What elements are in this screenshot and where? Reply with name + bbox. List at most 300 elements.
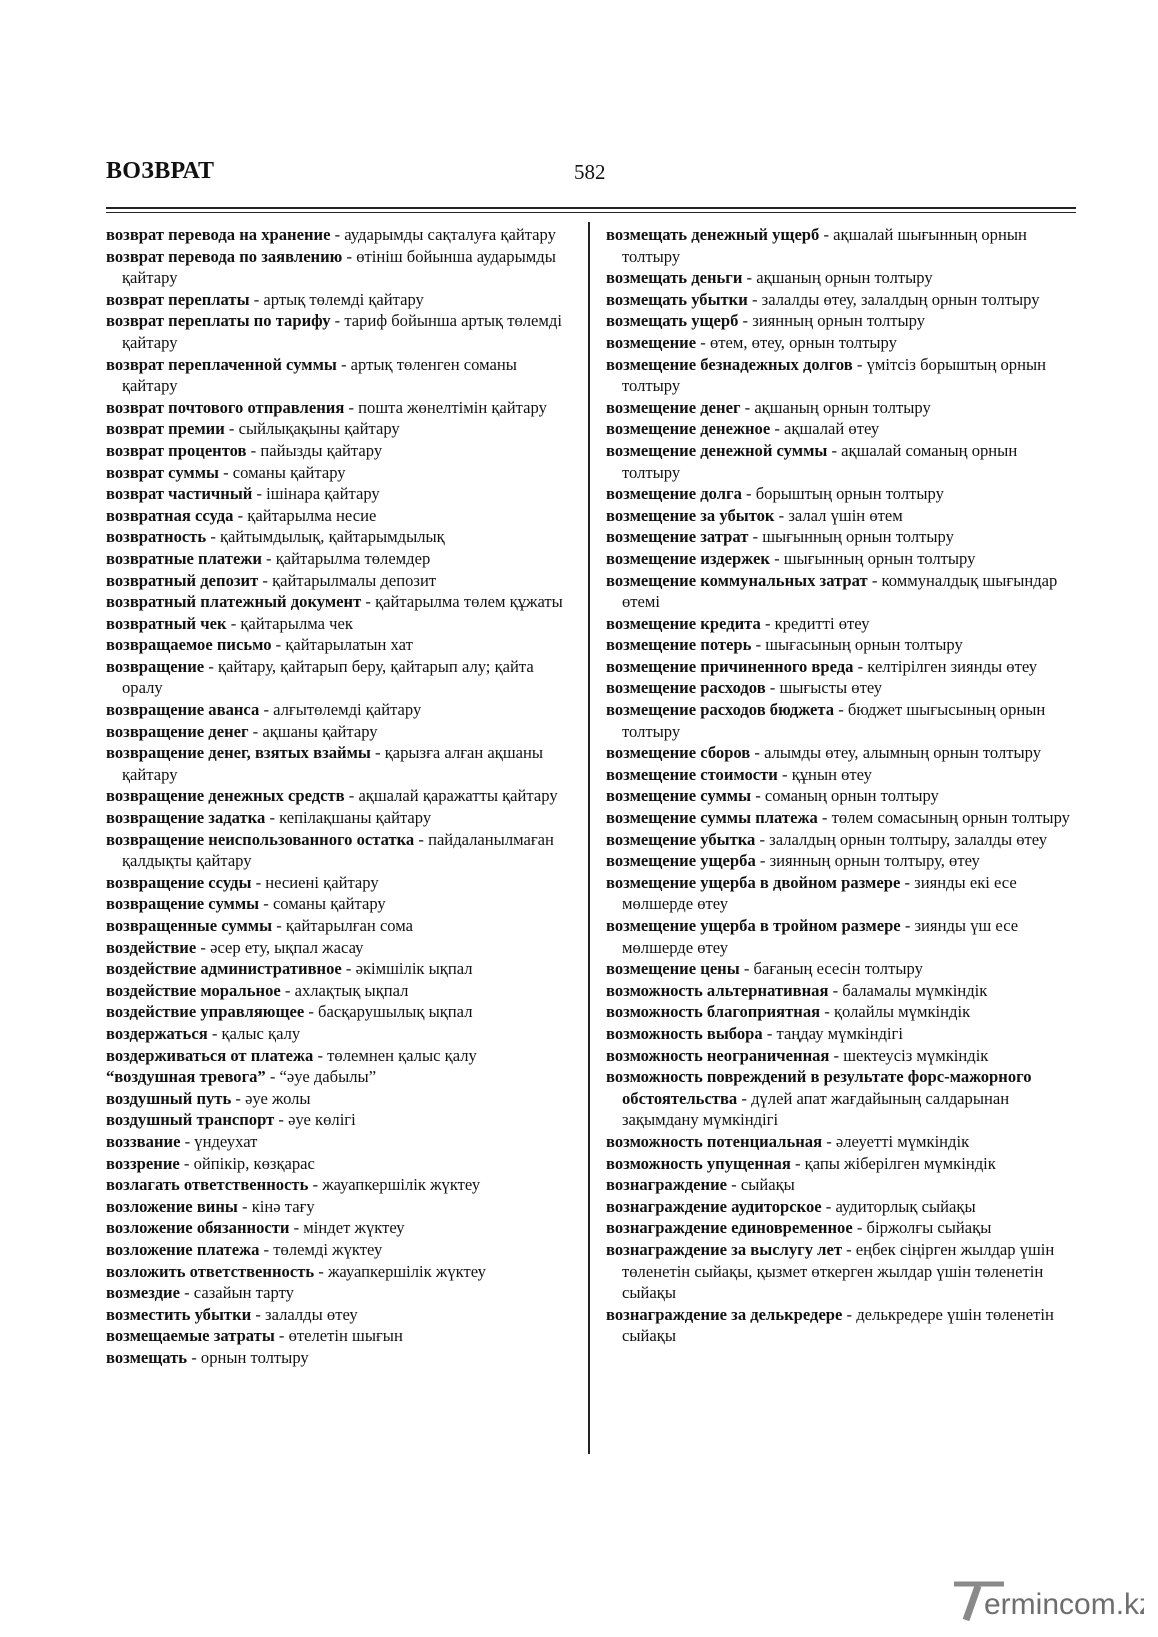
entry-term: возвращение денег: [106, 721, 249, 741]
entry-term: возврат процентов: [106, 440, 247, 460]
entry-term: воздействие административное: [106, 959, 342, 979]
entry-term: возвращение задатка: [106, 808, 266, 828]
entry-term: возмещение безнадежных долгов: [606, 354, 853, 374]
entry-separator: -: [206, 527, 220, 547]
entry-term: возможность выбора: [606, 1023, 763, 1043]
dictionary-entry: [106, 570, 571, 592]
entry-definition: басқарушылық ықпал: [318, 1002, 473, 1022]
entry-term: возмещение убытка: [606, 829, 756, 849]
entry-definition: зиянның орнын толтыру, өтеу: [769, 851, 980, 871]
entry-separator: -: [852, 1218, 867, 1238]
entry-separator: -: [842, 1304, 857, 1324]
entry-definition: ақшаны қайтару: [262, 721, 378, 741]
entry-separator: -: [252, 484, 267, 504]
entry-definition: әуе жолы: [245, 1088, 311, 1108]
entry-term: возмещение причиненного вреда: [606, 656, 854, 676]
entry-term: возлагать ответственность: [106, 1175, 309, 1195]
entry-separator: -: [261, 548, 276, 568]
entry-definition: кредитті өтеу: [774, 613, 870, 633]
entry-definition: ақшаның орнын толтыру: [754, 397, 931, 417]
dictionary-entry: [106, 224, 571, 246]
entry-definition: ақшалай шығынның орнын толтыру: [622, 225, 1027, 266]
dictionary-entry: [606, 980, 1076, 1002]
dictionary-entry: [106, 418, 571, 440]
entry-definition: тариф бойынша артық төлемді қайтару: [122, 311, 562, 352]
entry-term: воздерживаться от платежа: [106, 1045, 314, 1065]
dictionary-entry: [606, 1131, 1076, 1153]
dictionary-entry: [606, 1023, 1076, 1045]
dictionary-entry: [606, 526, 1076, 548]
svg-text:ermincom.kz: ermincom.kz: [984, 1588, 1144, 1621]
dictionary-entry: [606, 850, 1076, 872]
dictionary-entry: [106, 1001, 571, 1023]
entry-definition: төлем сомасының орнын толтыру: [831, 808, 1070, 828]
entry-separator: -: [755, 829, 770, 849]
entry-definition: қайтарылма төлемдер: [275, 548, 431, 568]
dictionary-entry: [606, 785, 1076, 807]
entry-definition: өтем, өтеу, орнын толтыру: [709, 332, 897, 352]
entry-term: воздержаться: [106, 1023, 208, 1043]
entry-term: вознаграждение: [606, 1175, 728, 1195]
entry-separator: -: [790, 1153, 805, 1173]
right-column: [606, 224, 1076, 1347]
entry-separator: -: [821, 1196, 836, 1216]
entry-separator: -: [196, 937, 211, 957]
entry-definition: делькредере үшін төленетін сыйақы: [622, 1304, 1054, 1346]
dictionary-entry: [106, 1347, 571, 1369]
entry-definition: сыйлықақыны қайтару: [238, 419, 400, 439]
dictionary-entry: [606, 742, 1076, 764]
dictionary-entry: [606, 915, 1076, 958]
dictionary-entry: [606, 397, 1076, 419]
entry-term: возмещение кредита: [606, 613, 761, 633]
dictionary-entry: [106, 634, 571, 656]
entry-separator: -: [867, 570, 882, 590]
entry-separator: -: [414, 829, 429, 849]
dictionary-entry: [106, 354, 571, 397]
entry-definition: залалдың орнын толтыру, залалды өтеу: [769, 829, 1048, 849]
entry-separator: -: [742, 268, 757, 288]
entry-definition: пошта жөнелтімін қайтару: [358, 397, 547, 417]
entry-definition: қайтарылатын хат: [285, 635, 413, 655]
entry-definition: зиянның орнын толтыру: [752, 311, 926, 331]
dictionary-entry: [106, 699, 571, 721]
entry-definition: құнын өтеу: [791, 764, 872, 784]
entry-definition: шектеусіз мүмкіндік: [843, 1045, 989, 1065]
entry-definition: зиянды үш есе мөлшерде өтеу: [622, 916, 1019, 957]
entry-definition: ақшаның орнын толтыру: [756, 268, 933, 288]
entry-term: воздействие моральное: [106, 980, 281, 1000]
entry-separator: -: [341, 959, 356, 979]
entry-term: возмещать денежный ущерб: [606, 225, 820, 244]
entry-separator: -: [750, 743, 765, 763]
entry-term: возможность потенциальная: [606, 1131, 823, 1151]
dictionary-entry: [106, 1196, 571, 1218]
entry-term: возмещение сборов: [606, 743, 751, 763]
entry-term: возмещение стоимости: [606, 764, 778, 784]
entry-term: возложение платежа: [106, 1239, 260, 1259]
dictionary-entry: [606, 548, 1076, 570]
entry-separator: -: [770, 419, 785, 439]
entry-definition: қайтару, қайтарып беру, қайтарып алу; қайта оралу: [122, 656, 534, 698]
dictionary-entry: [106, 980, 571, 1002]
entry-term: воззрение: [106, 1153, 180, 1173]
dictionary-entry: [106, 483, 571, 505]
dictionary-entry: [606, 483, 1076, 505]
entry-definition: міндет жүктеу: [303, 1218, 405, 1238]
entry-term: возмещать ущерб: [606, 311, 739, 331]
dictionary-entry: [606, 1217, 1076, 1239]
entry-separator: -: [777, 764, 792, 784]
entry-term: возвратный платежный документ: [106, 592, 362, 612]
dictionary-entry: [106, 872, 571, 894]
entry-term: возврат почтового отправления: [106, 397, 345, 417]
dictionary-entry: [106, 915, 571, 937]
entry-definition: кепілақшаны қайтару: [279, 808, 432, 828]
entry-definition: қайтарылған сома: [285, 916, 414, 935]
entry-definition: келтірілген зиянды өтеу: [867, 656, 1038, 676]
entry-term: возможность альтернативная: [606, 980, 829, 1000]
entry-definition: жауапкершілік жүктеу: [327, 1261, 486, 1281]
entry-term: возложение обязанности: [106, 1218, 290, 1238]
dictionary-entry: [106, 829, 571, 872]
entry-separator: -: [819, 225, 834, 244]
entry-separator: -: [204, 656, 218, 676]
entry-term: возмещение ущерба в тройном размере: [606, 916, 901, 935]
entry-term: возвращение денежных средств: [106, 786, 345, 806]
entry-definition: еңбек сіңірген жылдар үшін төленетін сыйақы, қызмет өткерген жылдар үшін төленетін сыйақы: [622, 1239, 1055, 1303]
entry-term: возвращенные суммы: [106, 916, 273, 935]
dictionary-entry: [106, 958, 571, 980]
entry-definition: әсер ету, ықпал жасау: [210, 937, 364, 957]
dictionary-entry: [606, 1239, 1076, 1304]
entry-definition: қайтарылма төлем құжаты: [375, 592, 563, 612]
entry-separator: -: [308, 1175, 323, 1195]
entry-separator: -: [246, 440, 261, 460]
entry-term: возврат переплаты по тарифу: [106, 311, 331, 331]
dictionary-entry: [606, 332, 1076, 354]
entry-separator: -: [820, 1002, 834, 1022]
dictionary-entry: [606, 1196, 1076, 1218]
entry-definition: пайдаланылмаған қалдықты қайтару: [122, 829, 554, 871]
entry-separator: -: [314, 1261, 328, 1281]
dictionary-entry: [106, 505, 571, 527]
entry-separator: -: [218, 462, 233, 482]
entry-definition: қайтымдылық, қайтарымдылық: [220, 527, 445, 547]
entry-definition: үмітсіз борыштың орнын толтыру: [622, 354, 1046, 396]
entry-separator: -: [762, 1023, 777, 1043]
dictionary-entry: [106, 526, 571, 548]
entry-term: возврат частичный: [106, 484, 253, 504]
entry-separator: -: [233, 505, 248, 525]
entry-definition: өтелетін шығын: [288, 1326, 403, 1346]
entry-separator: -: [271, 635, 286, 655]
entry-separator: -: [265, 808, 280, 828]
entry-separator: -: [370, 743, 385, 763]
entry-definition: әкімшілік ықпал: [355, 959, 473, 979]
entry-definition: қолайлы мүмкіндік: [833, 1002, 971, 1022]
entry-term: вознаграждение за выслугу лет: [606, 1239, 842, 1259]
dictionary-entry: [606, 1153, 1076, 1175]
entry-term: вознаграждение за делькредере: [606, 1304, 843, 1324]
dictionary-entry: [106, 1239, 571, 1261]
entry-definition: алғытөлемді қайтару: [273, 700, 422, 720]
dictionary-entry: [106, 397, 571, 419]
entry-definition: біржолғы сыйақы: [866, 1218, 992, 1238]
entry-separator: -: [741, 484, 756, 504]
entry-separator: -: [751, 635, 766, 655]
entry-definition: сыйақы: [740, 1175, 795, 1195]
entry-term: возмещение суммы: [606, 786, 752, 806]
dictionary-entry: [606, 656, 1076, 678]
entry-definition: шығысты өтеу: [779, 678, 883, 698]
entry-term: возмещение потерь: [606, 635, 752, 655]
entry-term: возврат переплаченной суммы: [106, 354, 337, 374]
entry-definition: алымды өтеу, алымның орнын толтыру: [764, 743, 1042, 763]
entry-separator: -: [853, 656, 868, 676]
dictionary-entry: [606, 958, 1076, 980]
dictionary-entry: [606, 418, 1076, 440]
entry-separator: -: [251, 872, 266, 892]
dictionary-entry: [106, 246, 571, 289]
dictionary-entry: [106, 937, 571, 959]
dictionary-entry: [606, 1174, 1076, 1196]
dictionary-entry: [106, 1174, 571, 1196]
entry-term: воздействие управляющее: [106, 1002, 305, 1022]
dictionary-entry: [606, 289, 1076, 311]
dictionary-entry: [106, 1325, 571, 1347]
entry-definition: несиені қайтару: [265, 872, 379, 892]
entry-separator: -: [361, 592, 376, 612]
entry-term: возмещение затрат: [606, 527, 749, 547]
entry-definition: пайызды қайтару: [260, 440, 383, 460]
dictionary-entry: [606, 872, 1076, 915]
dictionary-entry: [106, 289, 571, 311]
entry-term: возможность неограниченная: [606, 1045, 830, 1065]
entry-separator: -: [289, 1218, 304, 1238]
entry-definition: “әуе дабылы”: [279, 1067, 377, 1087]
entry-separator: -: [737, 1088, 752, 1108]
entry-separator: -: [207, 1023, 222, 1043]
dictionary-entry: [106, 742, 571, 785]
entry-separator: -: [828, 980, 843, 1000]
entry-separator: -: [344, 397, 359, 417]
entry-separator: -: [265, 1067, 280, 1087]
entry-term: возможность благоприятная: [606, 1002, 821, 1022]
entry-definition: шығасының орнын толтыру: [765, 635, 963, 655]
dictionary-entry: [106, 1217, 571, 1239]
entry-term: возвращаемое письмо: [106, 635, 272, 655]
dictionary-entry: [606, 1304, 1076, 1347]
entry-definition: бюджет шығысының орнын толтыру: [622, 700, 1046, 741]
entry-term: возвращение денег, взятых взаймы: [106, 743, 371, 763]
entry-definition: артық төлемді қайтару: [263, 289, 424, 309]
entry-separator: -: [774, 505, 789, 525]
dictionary-entry: [106, 807, 571, 829]
entry-separator: -: [274, 1326, 289, 1346]
entry-term: возмещение коммунальных затрат: [606, 570, 868, 590]
entry-definition: шығынның орнын толтыру: [783, 548, 976, 568]
entry-definition: әуе көлігі: [288, 1110, 356, 1130]
entry-term: возмещение суммы платежа: [606, 808, 818, 828]
dictionary-entry: [106, 785, 571, 807]
entry-separator: -: [852, 354, 867, 374]
page-number: 582: [574, 160, 606, 184]
entry-definition: төлемді жүктеу: [273, 1239, 383, 1259]
entry-definition: қапы жіберілген мүмкіндік: [804, 1153, 996, 1173]
entry-separator: -: [224, 419, 239, 439]
entry-term: воздушный путь: [106, 1088, 232, 1108]
dictionary-entry: [106, 462, 571, 484]
entry-separator: -: [748, 527, 763, 547]
dictionary-entry: [106, 1261, 571, 1283]
entry-definition: соманың орнын толтыру: [764, 786, 939, 806]
entry-definition: шығынның орнын толтыру: [762, 527, 954, 547]
entry-separator: -: [336, 354, 351, 374]
entry-definition: қалыс қалу: [221, 1023, 301, 1043]
entry-term: воззвание: [106, 1131, 181, 1151]
dictionary-entry: [606, 1045, 1076, 1067]
entry-term: возмещение издержек: [606, 548, 770, 568]
entry-term: возмещение за убыток: [606, 505, 775, 525]
dictionary-entry: [606, 829, 1076, 851]
entry-separator: -: [747, 289, 762, 309]
entry-definition: залал үшін өтем: [788, 505, 903, 525]
entry-separator: -: [827, 440, 842, 460]
dictionary-entry: [106, 591, 571, 613]
dictionary-entry: [106, 1304, 571, 1326]
dictionary-entry: [106, 440, 571, 462]
entry-separator: -: [755, 851, 770, 871]
entry-separator: -: [280, 980, 295, 1000]
entry-definition: өтініш бойынша аударымды қайтару: [122, 246, 556, 288]
entry-term: возврат перевода на хранение: [106, 225, 331, 244]
dictionary-entry: [106, 721, 571, 743]
entry-term: возложение вины: [106, 1196, 238, 1216]
entry-definition: коммуналдық шығындар өтемі: [622, 570, 1058, 612]
entry-separator: -: [274, 1110, 289, 1130]
entry-term: “воздушная тревога”: [106, 1067, 266, 1087]
entry-term: возвращение: [106, 656, 205, 676]
entry-term: возврат суммы: [106, 462, 219, 482]
entry-definition: ішінара қайтару: [266, 484, 380, 504]
entry-definition: үндеухат: [194, 1131, 258, 1151]
entry-separator: -: [330, 225, 345, 244]
entry-term: возвратность: [106, 527, 207, 547]
dictionary-entry: [106, 1088, 571, 1110]
entry-separator: -: [248, 721, 263, 741]
entry-definition: артық төленген соманы қайтару: [122, 354, 517, 396]
entry-term: возмещать деньги: [606, 268, 743, 288]
entry-separator: -: [727, 1175, 741, 1195]
entry-definition: бағаның есесін толтыру: [753, 959, 923, 979]
entry-term: возвратные платежи: [106, 548, 262, 568]
entry-term: возвращение неиспользованного остатка: [106, 829, 415, 849]
entry-term: возвращение аванса: [106, 700, 260, 720]
dictionary-entry: [106, 1066, 571, 1088]
entry-separator: -: [249, 289, 264, 309]
entry-definition: жауапкершілік жүктеу: [322, 1175, 481, 1195]
entry-term: возвращение ссуды: [106, 872, 252, 892]
entry-definition: соманы қайтару: [272, 894, 386, 914]
termincom-watermark-logo: [944, 1580, 1144, 1624]
dictionary-entry: [106, 1023, 571, 1045]
dictionary-entry: [106, 893, 571, 915]
entry-separator: -: [829, 1045, 844, 1065]
entry-term: воздушный транспорт: [106, 1110, 275, 1130]
entry-separator: -: [760, 613, 775, 633]
entry-separator: -: [765, 678, 780, 698]
entry-definition: ақшалай соманың орнын толтыру: [622, 440, 1018, 482]
header-rule-thin: [106, 212, 1076, 213]
dictionary-entry: [606, 613, 1076, 635]
dictionary-entry: [106, 1282, 571, 1304]
header-rule: [106, 207, 1076, 209]
entry-term: возвратная ссуда: [106, 505, 234, 525]
entry-term: возмездие: [106, 1283, 180, 1303]
entry-separator: -: [740, 397, 755, 417]
entry-term: возложить ответственность: [106, 1261, 315, 1281]
entry-separator: -: [738, 311, 753, 331]
entry-separator: -: [304, 1002, 319, 1022]
entry-separator: -: [187, 1347, 201, 1367]
entry-term: возмещаемые затраты: [106, 1326, 275, 1346]
dictionary-entry: [106, 1131, 571, 1153]
entry-separator: -: [237, 1196, 252, 1216]
entry-separator: -: [344, 786, 359, 806]
dictionary-entry: [106, 613, 571, 635]
dictionary-entry: [106, 310, 571, 353]
entry-separator: -: [179, 1153, 194, 1173]
entry-definition: қайтарылмалы депозит: [272, 570, 437, 590]
left-column: [106, 224, 571, 1368]
dictionary-entry: [606, 267, 1076, 289]
entry-term: возврат премии: [106, 419, 225, 439]
dictionary-entry: [606, 634, 1076, 656]
entry-definition: зиянды екі есе мөлшерде өтеу: [622, 872, 1017, 914]
entry-separator: -: [231, 1088, 246, 1108]
entry-term: вознаграждение единовременное: [606, 1218, 853, 1238]
entry-definition: сазайын тарту: [193, 1283, 294, 1303]
entry-separator: -: [769, 548, 784, 568]
entry-definition: аудиторлық сыйақы: [835, 1196, 976, 1216]
entry-term: возмещать убытки: [606, 289, 748, 309]
entry-separator: -: [179, 1283, 194, 1303]
dictionary-entry: [106, 656, 571, 699]
dictionary-entry: [106, 1045, 571, 1067]
entry-separator: -: [259, 894, 273, 914]
entry-separator: -: [900, 872, 915, 892]
dictionary-entry: [606, 354, 1076, 397]
dictionary-entry: [606, 1001, 1076, 1023]
page-title: ВОЗВРАТ: [106, 158, 215, 184]
entry-definition: баламалы мүмкіндік: [842, 980, 988, 1000]
entry-term: возмещение: [606, 332, 697, 352]
entry-definition: борыштың орнын толтыру: [755, 484, 944, 504]
entry-term: возмещение расходов бюджета: [606, 700, 835, 720]
entry-term: возмещать: [106, 1347, 188, 1367]
entry-term: возмещение цены: [606, 959, 740, 979]
dictionary-entry: [606, 570, 1076, 613]
entry-definition: төлемнен қалыс қалу: [327, 1045, 477, 1065]
entry-separator: -: [330, 311, 345, 331]
entry-term: возмещение долга: [606, 484, 742, 504]
entry-definition: залалды өтеу: [265, 1304, 358, 1324]
entry-term: возмещение денежное: [606, 419, 771, 439]
entry-definition: ақшалай өтеу: [784, 419, 880, 439]
entry-definition: ахлақтық ықпал: [294, 980, 409, 1000]
entry-separator: -: [258, 570, 273, 590]
